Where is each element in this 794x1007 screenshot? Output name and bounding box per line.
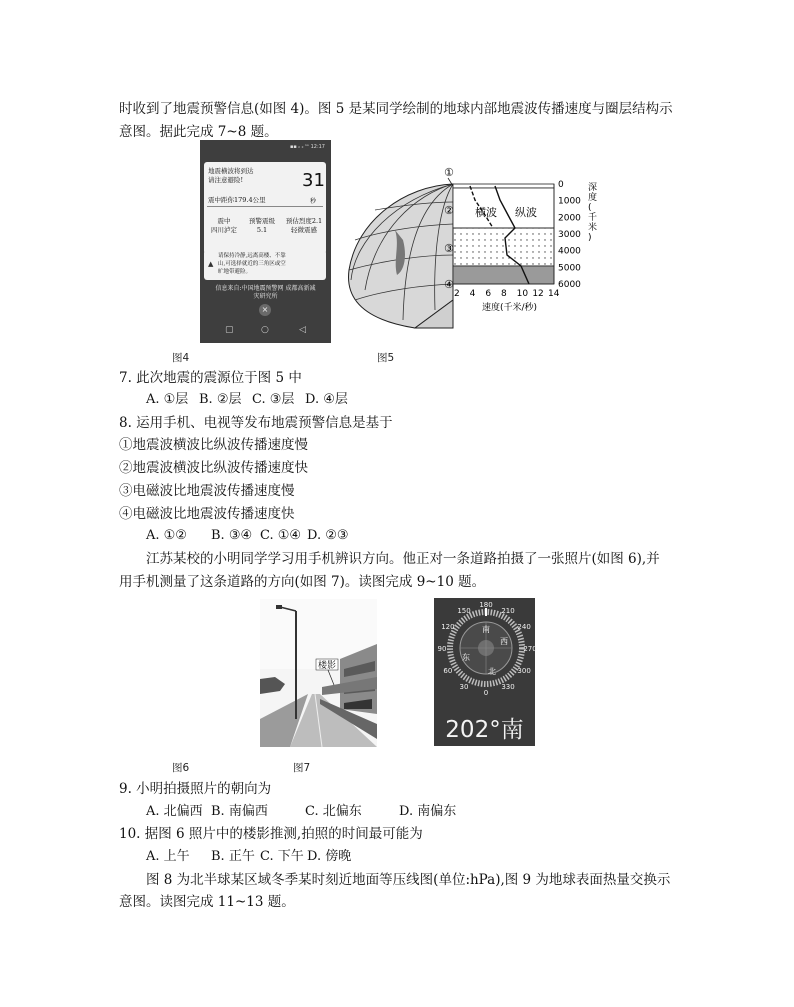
q9-option-a[interactable]: A. 北偏西 [146, 804, 203, 819]
compass-degree-label: 0 [483, 689, 489, 697]
q7-option-c[interactable]: C. ③层 [252, 392, 295, 407]
compass-dial [434, 598, 535, 708]
depth-tick-label: 0 [558, 180, 564, 190]
q8-item-2: ②地震波横波比纵波传播速度快 [119, 460, 308, 476]
compass-degree-label: 60 [443, 667, 453, 675]
source-line-2: 灾研究所 [253, 293, 278, 300]
compass-degree-label: 30 [459, 683, 469, 692]
q7-option-d[interactable]: D. ④层 [305, 392, 348, 407]
compass-degree-label: 300 [517, 667, 531, 675]
figure-7-caption: 图7 [293, 762, 311, 774]
q10-stem: 10. 据图 6 照片中的楼影推测,拍照的时间最可能为 [119, 826, 423, 842]
epicenter-label: 震中 [217, 217, 231, 225]
q9-stem: 9. 小明拍摄照片的朝向为 [119, 781, 272, 797]
magnitude-label: 预警震级 [249, 217, 275, 225]
figure-6-caption: 图6 [172, 762, 190, 774]
figure-4-phone [200, 140, 331, 343]
compass-south: 南 [482, 625, 490, 634]
speed-tick-label: 2 [454, 289, 460, 299]
divider [207, 206, 323, 207]
compass-degree-label: 330 [501, 683, 515, 692]
compass-readout: 202°南 [445, 717, 524, 743]
recent-apps-icon[interactable]: ▢ [225, 325, 234, 335]
speed-axis-label: 速度(千米/秒) [482, 303, 538, 313]
speed-tick-label: 6 [485, 289, 492, 299]
intro-line-2: 意图。据此完成 7~8 题。 [119, 124, 278, 140]
shadow-label: 楼影 [318, 661, 337, 671]
speed-tick-label: 4 [469, 289, 476, 299]
layer-1-label: ① [444, 166, 454, 179]
speed-tick-label: 14 [548, 289, 560, 299]
q8-option-d[interactable]: D. ②③ [307, 528, 349, 543]
intro3-line-2: 意图。读图完成 11~13 题。 [119, 894, 295, 910]
q8-item-1: ①地震波横波比纵波传播速度慢 [119, 437, 308, 453]
alert-msg-1: 地震横波将到达 [208, 167, 254, 175]
alert-msg-2: 请注意避险! [208, 176, 244, 184]
advice-line-2: 山,可选择就近的三角区或空 [218, 261, 286, 267]
depth-axis-ticks [558, 180, 597, 290]
s-wave-label: 横波 [475, 206, 497, 219]
compass-degree-label: 240 [517, 623, 531, 631]
intensity-value: 轻微震感 [291, 226, 317, 234]
q7-option-a[interactable]: A. ①层 [146, 392, 189, 407]
depth-tick-label: 5000 [558, 263, 581, 274]
distance-text: 震中距你179.4公里 [208, 196, 266, 204]
compass-west: 西 [500, 637, 508, 646]
depth-tick-label: 4000 [558, 246, 581, 257]
q8-option-a[interactable]: A. ①② [146, 528, 187, 543]
layer-3-label: ③ [444, 242, 454, 255]
status-bar: ▪▪ ᵢₗ ᵢₗ ⁿᵒ 12:17 [289, 144, 325, 150]
seconds-unit: 秒 [310, 198, 317, 205]
q8-option-c[interactable]: C. ①④ [260, 528, 302, 543]
layer-inner-core [453, 266, 554, 284]
q8-item-3: ③电磁波比地震波传播速度慢 [119, 483, 295, 499]
compass-east: 东 [462, 653, 470, 662]
globe [349, 184, 453, 328]
source-text [200, 285, 331, 301]
p-wave-label: 纵波 [515, 206, 537, 219]
depth-tick-label: 1000 [558, 196, 581, 207]
compass-degree-label: 180 [479, 601, 493, 609]
depth-tick-label: 6000 [558, 280, 581, 290]
q9-option-b[interactable]: B. 南偏西 [211, 804, 268, 819]
compass-degree-label: 90 [437, 645, 447, 653]
figure-4-caption: 图4 [172, 352, 190, 364]
speed-tick-label: 8 [501, 289, 507, 299]
q10-option-b[interactable]: B. 正午 [211, 849, 255, 864]
q7-stem: 7. 此次地震的震源位于图 5 中 [119, 370, 302, 386]
alert-card [204, 162, 326, 254]
q10-option-d[interactable]: D. 傍晚 [307, 849, 352, 864]
countdown-number: 31 [302, 170, 325, 191]
compass-degree-label: 150 [457, 606, 471, 615]
layer-4-label: ④ [444, 278, 454, 291]
home-icon[interactable]: ○ [261, 325, 269, 335]
intro2-line-1: 江苏某校的小明同学学习用手机辨识方向。他正对一条道路拍摄了一张照片(如图 6),并 [146, 551, 660, 567]
q9-option-d[interactable]: D. 南偏东 [399, 804, 457, 819]
warning-icon: ▲ [208, 260, 214, 268]
intro-line-1: 时收到了地震预警信息(如图 4)。图 5 是某同学绘制的地球内部地震波传播速度与圈层结构示 [119, 101, 673, 117]
compass-north: 北 [488, 667, 496, 676]
advice-line-1: 请保持冷静,远离高楼、不靠 [218, 253, 286, 259]
intro3-line-1: 图 8 为北半球某区域冬季某时刻近地面等压线图(单位:hPa),图 9 为地球表面热量交换示 [146, 872, 671, 888]
intro2-line-2: 用手机测量了这条道路的方向(如图 7)。读图完成 9~10 题。 [119, 574, 486, 590]
q10-option-a[interactable]: A. 上午 [146, 849, 190, 864]
close-icon[interactable]: × [259, 304, 271, 316]
speed-tick-label: 12 [532, 289, 544, 299]
figure-5-diagram [345, 160, 610, 330]
q9-option-c[interactable]: C. 北偏东 [305, 804, 362, 819]
q8-option-b[interactable]: B. ③④ [211, 528, 253, 543]
source-line-1: 信息来自:中国地震预警网 成都高新减 [215, 285, 316, 292]
compass-degree-label: 210 [501, 606, 515, 615]
intensity-label: 预估烈度2.1 [285, 217, 323, 225]
epicenter-value: 四川泸定 [211, 226, 237, 234]
advice-line-3: 旷地带避险。 [218, 269, 252, 275]
speed-tick-label: 10 [516, 289, 529, 299]
layer-outer-core [453, 228, 554, 266]
back-icon[interactable]: ◁ [299, 325, 306, 335]
compass-degree-label: 270 [523, 645, 537, 653]
advice-card [204, 250, 326, 280]
speed-axis-ticks [454, 289, 560, 299]
figure-5-caption: 图5 [377, 352, 395, 364]
magnitude-value: 5.1 [256, 226, 268, 234]
figure-7-compass [434, 598, 535, 746]
q8-item-4: ④电磁波比地震波传播速度快 [119, 506, 295, 522]
layer-crust [453, 184, 554, 188]
depth-axis-label: 深度(千米) [588, 183, 598, 243]
depth-tick-label: 2000 [558, 213, 581, 224]
depth-tick-label: 3000 [558, 230, 581, 240]
q10-option-c[interactable]: C. 下午 [260, 849, 304, 864]
layer-2-label: ② [444, 204, 454, 217]
figure-6-photo [260, 599, 377, 747]
compass-degree-label: 120 [441, 623, 455, 631]
q8-stem: 8. 运用手机、电视等发布地震预警信息是基于 [119, 415, 393, 431]
q7-option-b[interactable]: B. ②层 [199, 392, 242, 407]
